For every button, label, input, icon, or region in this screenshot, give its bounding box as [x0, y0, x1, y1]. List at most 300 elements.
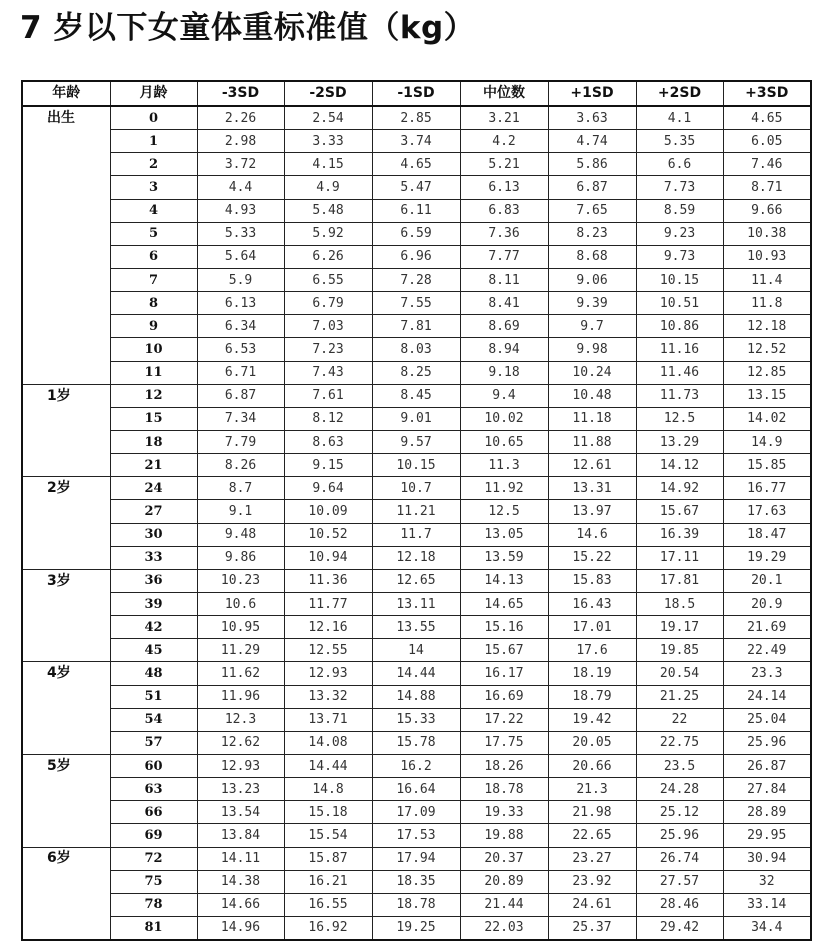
value-cell: 18.47 [723, 523, 811, 546]
value-cell: 9.7 [548, 315, 636, 338]
age-cell [22, 361, 110, 384]
value-cell: 16.39 [636, 523, 723, 546]
month-cell: 6 [110, 245, 197, 268]
value-cell: 20.66 [548, 754, 636, 777]
value-cell: 15.85 [723, 454, 811, 477]
age-cell [22, 245, 110, 268]
month-cell: 63 [110, 778, 197, 801]
value-cell: 12.3 [197, 708, 284, 731]
value-cell: 16.17 [460, 662, 548, 685]
header-minus1sd: -1SD [372, 81, 460, 106]
table-row [22, 523, 811, 546]
value-cell: 4.4 [197, 176, 284, 199]
age-cell [22, 708, 110, 731]
value-cell: 7.23 [284, 338, 372, 361]
month-cell: 27 [110, 500, 197, 523]
age-cell [22, 778, 110, 801]
value-cell: 19.42 [548, 708, 636, 731]
month-cell: 78 [110, 893, 197, 916]
value-cell: 34.4 [723, 916, 811, 940]
value-cell: 8.69 [460, 315, 548, 338]
month-cell: 9 [110, 315, 197, 338]
value-cell: 14.11 [197, 847, 284, 870]
value-cell: 2.85 [372, 106, 460, 130]
value-cell: 22.03 [460, 916, 548, 940]
value-cell: 12.61 [548, 454, 636, 477]
month-cell: 5 [110, 222, 197, 245]
value-cell: 6.05 [723, 130, 811, 153]
value-cell: 9.73 [636, 245, 723, 268]
value-cell: 10.52 [284, 523, 372, 546]
table-row [22, 778, 811, 801]
age-cell [22, 893, 110, 916]
value-cell: 14.6 [548, 523, 636, 546]
age-cell [22, 685, 110, 708]
value-cell: 12.93 [197, 754, 284, 777]
value-cell: 13.84 [197, 824, 284, 847]
table-row [22, 639, 811, 662]
value-cell: 14.66 [197, 893, 284, 916]
value-cell: 4.15 [284, 153, 372, 176]
value-cell: 16.21 [284, 870, 372, 893]
value-cell: 10.94 [284, 546, 372, 569]
value-cell: 14.96 [197, 916, 284, 940]
value-cell: 7.55 [372, 292, 460, 315]
value-cell: 6.53 [197, 338, 284, 361]
value-cell: 11.88 [548, 430, 636, 453]
value-cell: 7.81 [372, 315, 460, 338]
value-cell: 8.11 [460, 268, 548, 291]
value-cell: 4.65 [723, 106, 811, 130]
month-cell: 1 [110, 130, 197, 153]
value-cell: 15.16 [460, 616, 548, 639]
value-cell: 5.48 [284, 199, 372, 222]
value-cell: 23.92 [548, 870, 636, 893]
value-cell: 24.14 [723, 685, 811, 708]
value-cell: 19.33 [460, 801, 548, 824]
value-cell: 9.23 [636, 222, 723, 245]
month-cell: 72 [110, 847, 197, 870]
table-row [22, 477, 811, 500]
value-cell: 7.73 [636, 176, 723, 199]
month-cell: 3 [110, 176, 197, 199]
value-cell: 7.77 [460, 245, 548, 268]
value-cell: 9.18 [460, 361, 548, 384]
value-cell: 5.21 [460, 153, 548, 176]
value-cell: 12.52 [723, 338, 811, 361]
value-cell: 18.5 [636, 592, 723, 615]
value-cell: 23.27 [548, 847, 636, 870]
value-cell: 17.53 [372, 824, 460, 847]
value-cell: 12.5 [636, 407, 723, 430]
table-container [21, 80, 810, 941]
age-cell [22, 222, 110, 245]
value-cell: 3.21 [460, 106, 548, 130]
month-cell: 48 [110, 662, 197, 685]
value-cell: 9.15 [284, 454, 372, 477]
age-cell: 2岁 [22, 477, 110, 500]
value-cell: 13.59 [460, 546, 548, 569]
table-row [22, 546, 811, 569]
age-cell [22, 454, 110, 477]
table-row [22, 847, 811, 870]
value-cell: 4.65 [372, 153, 460, 176]
value-cell: 14.38 [197, 870, 284, 893]
value-cell: 9.39 [548, 292, 636, 315]
table-row [22, 292, 811, 315]
value-cell: 6.13 [197, 292, 284, 315]
value-cell: 11.16 [636, 338, 723, 361]
value-cell: 8.26 [197, 454, 284, 477]
value-cell: 12.18 [723, 315, 811, 338]
value-cell: 25.96 [723, 731, 811, 754]
table-row [22, 361, 811, 384]
month-cell: 2 [110, 153, 197, 176]
value-cell: 17.94 [372, 847, 460, 870]
value-cell: 13.55 [372, 616, 460, 639]
value-cell: 21.3 [548, 778, 636, 801]
table-row [22, 916, 811, 940]
value-cell: 18.78 [460, 778, 548, 801]
value-cell: 8.7 [197, 477, 284, 500]
value-cell: 14.12 [636, 454, 723, 477]
value-cell: 14.02 [723, 407, 811, 430]
value-cell: 10.38 [723, 222, 811, 245]
value-cell: 19.25 [372, 916, 460, 940]
value-cell: 11.46 [636, 361, 723, 384]
table-row [22, 268, 811, 291]
value-cell: 22.75 [636, 731, 723, 754]
month-cell: 39 [110, 592, 197, 615]
age-cell: 4岁 [22, 662, 110, 685]
value-cell: 12.16 [284, 616, 372, 639]
table-row [22, 199, 811, 222]
value-cell: 8.68 [548, 245, 636, 268]
value-cell: 10.15 [636, 268, 723, 291]
value-cell: 6.83 [460, 199, 548, 222]
value-cell: 7.61 [284, 384, 372, 407]
value-cell: 11.73 [636, 384, 723, 407]
value-cell: 4.9 [284, 176, 372, 199]
value-cell: 29.42 [636, 916, 723, 940]
month-cell: 30 [110, 523, 197, 546]
value-cell: 13.97 [548, 500, 636, 523]
age-cell [22, 153, 110, 176]
value-cell: 20.05 [548, 731, 636, 754]
value-cell: 8.45 [372, 384, 460, 407]
value-cell: 13.15 [723, 384, 811, 407]
month-cell: 18 [110, 430, 197, 453]
value-cell: 13.05 [460, 523, 548, 546]
value-cell: 24.28 [636, 778, 723, 801]
month-cell: 51 [110, 685, 197, 708]
value-cell: 17.63 [723, 500, 811, 523]
table-row [22, 130, 811, 153]
value-cell: 2.98 [197, 130, 284, 153]
header-plus1sd: +1SD [548, 81, 636, 106]
month-cell: 24 [110, 477, 197, 500]
value-cell: 17.75 [460, 731, 548, 754]
value-cell: 15.67 [636, 500, 723, 523]
value-cell: 19.85 [636, 639, 723, 662]
table-row [22, 222, 811, 245]
value-cell: 18.79 [548, 685, 636, 708]
month-cell: 60 [110, 754, 197, 777]
value-cell: 3.74 [372, 130, 460, 153]
value-cell: 10.09 [284, 500, 372, 523]
value-cell: 22.49 [723, 639, 811, 662]
value-cell: 17.22 [460, 708, 548, 731]
value-cell: 8.94 [460, 338, 548, 361]
value-cell: 15.78 [372, 731, 460, 754]
age-cell [22, 870, 110, 893]
month-cell: 0 [110, 106, 197, 130]
table-row [22, 731, 811, 754]
month-cell: 10 [110, 338, 197, 361]
month-cell: 11 [110, 361, 197, 384]
value-cell: 8.63 [284, 430, 372, 453]
value-cell: 18.26 [460, 754, 548, 777]
value-cell: 6.34 [197, 315, 284, 338]
table-row [22, 176, 811, 199]
value-cell: 10.24 [548, 361, 636, 384]
value-cell: 19.88 [460, 824, 548, 847]
value-cell: 6.6 [636, 153, 723, 176]
age-cell [22, 523, 110, 546]
value-cell: 8.59 [636, 199, 723, 222]
value-cell: 5.35 [636, 130, 723, 153]
value-cell: 14.88 [372, 685, 460, 708]
table-row [22, 245, 811, 268]
table-row [22, 454, 811, 477]
table-row [22, 708, 811, 731]
value-cell: 13.32 [284, 685, 372, 708]
table-body [22, 106, 811, 940]
value-cell: 7.43 [284, 361, 372, 384]
value-cell: 10.48 [548, 384, 636, 407]
value-cell: 9.57 [372, 430, 460, 453]
value-cell: 5.47 [372, 176, 460, 199]
table-row [22, 338, 811, 361]
value-cell: 12.5 [460, 500, 548, 523]
value-cell: 11.21 [372, 500, 460, 523]
month-cell: 36 [110, 569, 197, 592]
age-cell [22, 824, 110, 847]
age-cell [22, 592, 110, 615]
month-cell: 15 [110, 407, 197, 430]
age-cell [22, 639, 110, 662]
value-cell: 14 [372, 639, 460, 662]
value-cell: 10.6 [197, 592, 284, 615]
value-cell: 5.9 [197, 268, 284, 291]
value-cell: 6.11 [372, 199, 460, 222]
value-cell: 11.18 [548, 407, 636, 430]
value-cell: 11.92 [460, 477, 548, 500]
value-cell: 20.89 [460, 870, 548, 893]
value-cell: 14.44 [372, 662, 460, 685]
value-cell: 8.03 [372, 338, 460, 361]
value-cell: 5.33 [197, 222, 284, 245]
age-cell [22, 500, 110, 523]
age-cell [22, 199, 110, 222]
value-cell: 15.18 [284, 801, 372, 824]
value-cell: 8.12 [284, 407, 372, 430]
header-plus2sd: +2SD [636, 81, 723, 106]
header-minus3sd: -3SD [197, 81, 284, 106]
table-row [22, 662, 811, 685]
age-cell [22, 176, 110, 199]
age-cell [22, 430, 110, 453]
age-cell [22, 731, 110, 754]
value-cell: 30.94 [723, 847, 811, 870]
table-row [22, 500, 811, 523]
value-cell: 10.02 [460, 407, 548, 430]
value-cell: 10.15 [372, 454, 460, 477]
table-row [22, 407, 811, 430]
value-cell: 6.71 [197, 361, 284, 384]
value-cell: 19.29 [723, 546, 811, 569]
table-row [22, 685, 811, 708]
value-cell: 15.87 [284, 847, 372, 870]
value-cell: 14.08 [284, 731, 372, 754]
value-cell: 12.85 [723, 361, 811, 384]
value-cell: 3.72 [197, 153, 284, 176]
value-cell: 9.86 [197, 546, 284, 569]
value-cell: 9.01 [372, 407, 460, 430]
value-cell: 11.36 [284, 569, 372, 592]
age-cell [22, 916, 110, 940]
age-cell: 出生 [22, 106, 110, 130]
value-cell: 33.14 [723, 893, 811, 916]
table-row [22, 870, 811, 893]
value-cell: 26.74 [636, 847, 723, 870]
month-cell: 75 [110, 870, 197, 893]
value-cell: 25.96 [636, 824, 723, 847]
value-cell: 10.65 [460, 430, 548, 453]
value-cell: 6.26 [284, 245, 372, 268]
value-cell: 10.93 [723, 245, 811, 268]
value-cell: 3.63 [548, 106, 636, 130]
value-cell: 6.13 [460, 176, 548, 199]
value-cell: 9.4 [460, 384, 548, 407]
value-cell: 18.78 [372, 893, 460, 916]
value-cell: 7.34 [197, 407, 284, 430]
value-cell: 18.19 [548, 662, 636, 685]
value-cell: 10.95 [197, 616, 284, 639]
value-cell: 12.18 [372, 546, 460, 569]
month-cell: 54 [110, 708, 197, 731]
value-cell: 16.2 [372, 754, 460, 777]
age-cell: 1岁 [22, 384, 110, 407]
value-cell: 6.55 [284, 268, 372, 291]
value-cell: 21.98 [548, 801, 636, 824]
value-cell: 7.28 [372, 268, 460, 291]
value-cell: 11.29 [197, 639, 284, 662]
value-cell: 19.17 [636, 616, 723, 639]
value-cell: 29.95 [723, 824, 811, 847]
value-cell: 14.92 [636, 477, 723, 500]
value-cell: 18.35 [372, 870, 460, 893]
value-cell: 10.51 [636, 292, 723, 315]
value-cell: 5.86 [548, 153, 636, 176]
table-row [22, 616, 811, 639]
value-cell: 22.65 [548, 824, 636, 847]
age-cell: 5岁 [22, 754, 110, 777]
header-minus2sd: -2SD [284, 81, 372, 106]
value-cell: 27.84 [723, 778, 811, 801]
value-cell: 15.54 [284, 824, 372, 847]
value-cell: 6.79 [284, 292, 372, 315]
value-cell: 15.33 [372, 708, 460, 731]
month-cell: 57 [110, 731, 197, 754]
value-cell: 4.1 [636, 106, 723, 130]
age-cell [22, 338, 110, 361]
value-cell: 16.77 [723, 477, 811, 500]
age-cell [22, 315, 110, 338]
age-cell [22, 616, 110, 639]
value-cell: 7.03 [284, 315, 372, 338]
value-cell: 20.37 [460, 847, 548, 870]
value-cell: 21.44 [460, 893, 548, 916]
value-cell: 9.48 [197, 523, 284, 546]
table-row [22, 893, 811, 916]
value-cell: 7.36 [460, 222, 548, 245]
value-cell: 17.81 [636, 569, 723, 592]
age-cell [22, 407, 110, 430]
table-row [22, 801, 811, 824]
value-cell: 8.25 [372, 361, 460, 384]
value-cell: 3.33 [284, 130, 372, 153]
value-cell: 12.65 [372, 569, 460, 592]
table-row [22, 430, 811, 453]
value-cell: 16.69 [460, 685, 548, 708]
value-cell: 14.65 [460, 592, 548, 615]
value-cell: 13.23 [197, 778, 284, 801]
value-cell: 12.55 [284, 639, 372, 662]
value-cell: 7.46 [723, 153, 811, 176]
value-cell: 13.11 [372, 592, 460, 615]
value-cell: 12.93 [284, 662, 372, 685]
value-cell: 15.67 [460, 639, 548, 662]
value-cell: 4.74 [548, 130, 636, 153]
value-cell: 9.98 [548, 338, 636, 361]
value-cell: 4.2 [460, 130, 548, 153]
value-cell: 17.11 [636, 546, 723, 569]
value-cell: 24.61 [548, 893, 636, 916]
month-cell: 21 [110, 454, 197, 477]
month-cell: 45 [110, 639, 197, 662]
value-cell: 6.87 [197, 384, 284, 407]
value-cell: 28.46 [636, 893, 723, 916]
value-cell: 5.92 [284, 222, 372, 245]
value-cell: 25.04 [723, 708, 811, 731]
value-cell: 16.55 [284, 893, 372, 916]
value-cell: 20.1 [723, 569, 811, 592]
month-cell: 69 [110, 824, 197, 847]
value-cell: 11.62 [197, 662, 284, 685]
value-cell: 21.69 [723, 616, 811, 639]
value-cell: 9.06 [548, 268, 636, 291]
value-cell: 4.93 [197, 199, 284, 222]
value-cell: 9.66 [723, 199, 811, 222]
value-cell: 17.6 [548, 639, 636, 662]
value-cell: 16.92 [284, 916, 372, 940]
value-cell: 10.7 [372, 477, 460, 500]
value-cell: 14.8 [284, 778, 372, 801]
age-cell [22, 268, 110, 291]
value-cell: 23.3 [723, 662, 811, 685]
value-cell: 26.87 [723, 754, 811, 777]
